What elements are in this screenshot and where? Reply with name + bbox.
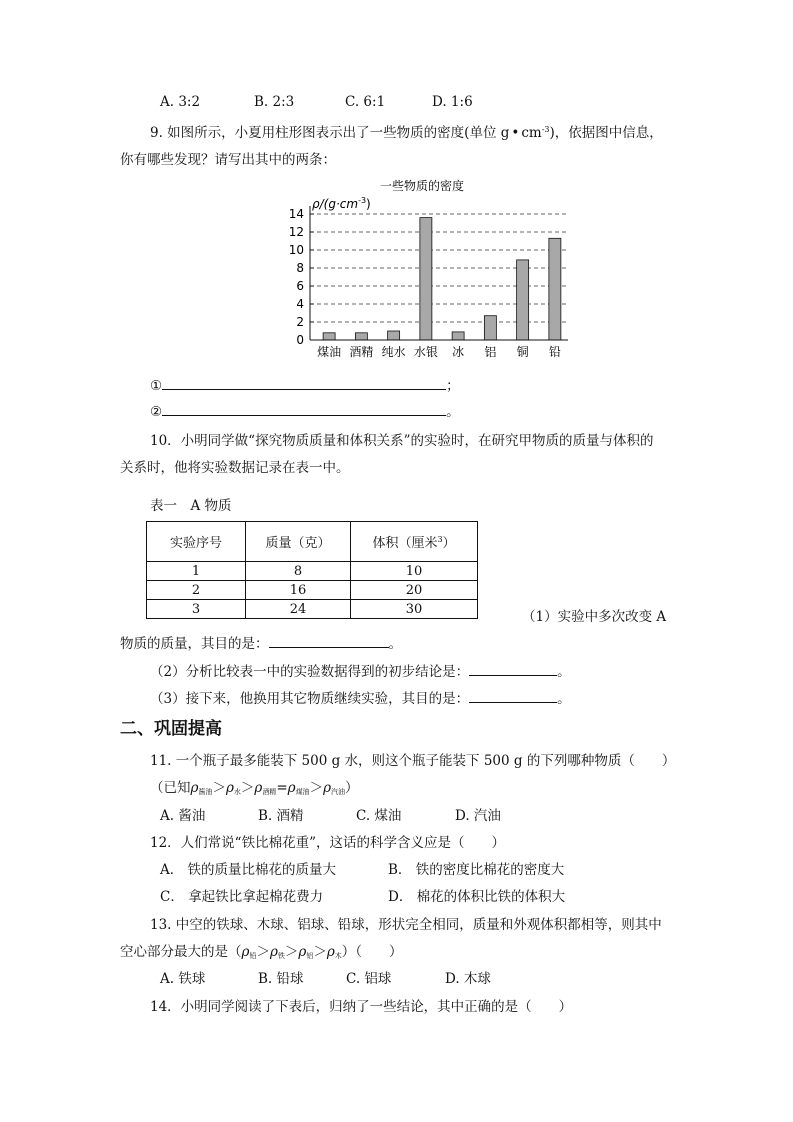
table-row xyxy=(147,581,478,600)
q9-stem-dot: • xyxy=(511,125,520,141)
q11-option-c: C. 煤油 xyxy=(356,808,402,824)
table-cell: 20 xyxy=(351,581,478,600)
table-row xyxy=(147,600,478,619)
chart-bar xyxy=(517,260,529,340)
q10-part3-end: 。 xyxy=(557,691,571,707)
table-header-sup: 3 xyxy=(437,535,443,544)
q9-stem-text-a: 9. 如图所示，小夏用柱形图表示出了一些物质的密度(单位 g xyxy=(150,125,510,141)
chart-ytick-label: 14 xyxy=(288,207,304,221)
chart-xtick-label: 铜 xyxy=(516,345,529,359)
q10-part2-blank[interactable] xyxy=(469,661,557,676)
rho-symbol: ρ xyxy=(269,944,278,960)
table-cell: 24 xyxy=(246,600,351,619)
chart-bar xyxy=(355,333,367,340)
chart-title: 一些物质的密度 xyxy=(379,179,465,193)
table-cell: 30 xyxy=(351,600,478,619)
table-cell: 8 xyxy=(246,562,351,581)
q11-sub: 煤油 xyxy=(295,788,310,796)
q11-known-pre: （已知 xyxy=(150,780,191,796)
q10-part2 xyxy=(150,660,571,680)
rho-symbol: ρ xyxy=(190,780,199,796)
q12-stem: 12．人们常说“铁比棉花重”，这话的科学含义应是（ ） xyxy=(150,835,505,851)
gt-symbol: ＞ xyxy=(313,944,327,960)
q13-sub: 木 xyxy=(334,952,342,960)
chart-xtick-label: 水银 xyxy=(413,345,438,359)
table-cell: 2 xyxy=(147,581,246,600)
chart-xtick-label: 铝 xyxy=(484,345,497,359)
table-cell: 10 xyxy=(351,562,478,581)
q10-part1-text: 物质的质量，其目的是： xyxy=(120,636,269,652)
q12-option-d: D． 棉花的体积比铁的体积大 xyxy=(388,889,566,905)
table-cell: 16 xyxy=(246,581,351,600)
q9-stem-unit-sup: -3 xyxy=(541,125,550,134)
q10-part1-b xyxy=(120,632,402,652)
q9-blank1-end: ； xyxy=(446,378,460,394)
q11-sub: 酱油 xyxy=(198,788,213,796)
data-table xyxy=(146,521,478,619)
q11-known-post: ） xyxy=(345,780,359,796)
q9-answer-line-2 xyxy=(150,400,460,420)
q13-option-d: D. 木球 xyxy=(445,971,491,987)
q9-stem-unit: cm xyxy=(521,125,542,141)
q10-part2-text: （2）分析比较表一中的实验数据得到的初步结论是： xyxy=(150,664,470,680)
q8-option-a: A. 3:2 xyxy=(160,94,201,110)
q11-sub: 酒精 xyxy=(262,788,277,796)
chart-ylabel-sup: -3 xyxy=(358,196,367,205)
q10-part1-blank[interactable] xyxy=(269,633,389,648)
table-header-row xyxy=(147,522,478,562)
q10-part1-a: （1）实验中多次改变 A xyxy=(522,609,667,625)
table-header-cell: 实验序号 xyxy=(147,522,246,562)
q12-option-b: B． 铁的密度比棉花的密度大 xyxy=(388,862,565,878)
q13-sub: 铁 xyxy=(277,952,285,960)
q10-part3-blank[interactable] xyxy=(469,688,557,703)
gt-symbol: ＞ xyxy=(284,944,299,960)
chart-ylabel xyxy=(312,196,371,211)
q13-line2-post: ）（ ） xyxy=(341,944,403,960)
chart-bar xyxy=(484,316,496,340)
q9-blank1-label: ① xyxy=(150,378,163,394)
rho-symbol: ρ xyxy=(241,944,250,960)
chart-xtick-label: 冰 xyxy=(452,345,465,359)
chart-xtick-label: 酒精 xyxy=(349,345,374,359)
gt-symbol: ＞ xyxy=(212,780,226,796)
table-cell: 1 xyxy=(147,562,246,581)
q13-option-a: A. 铁球 xyxy=(160,971,206,987)
q13-stem-line1: 13. 中空的铁球、木球、铝球、铅球，形状完全相同，质量和外观体积都相等，则其中 xyxy=(150,917,662,933)
chart-ytick-label: 4 xyxy=(296,297,304,311)
gt-symbol: ＞ xyxy=(309,780,324,796)
chart-ytick-label: 2 xyxy=(296,315,304,329)
chart-bar xyxy=(549,238,561,340)
chart-ylabel-end: ) xyxy=(366,197,371,211)
q10-part1-end: 。 xyxy=(388,636,402,652)
table-row xyxy=(147,562,478,581)
eq-symbol: = xyxy=(276,780,288,796)
table-header-text: 体积（厘米 xyxy=(372,536,438,551)
table-header-cell: 质量（克） xyxy=(246,522,351,562)
q10-stem-line1: 10．小明同学做“探究物质质量和体积关系”的实验时，在研究甲物质的质量与体积的 xyxy=(150,433,654,449)
rho-symbol: ρ xyxy=(298,944,307,960)
table-cell: 3 xyxy=(147,600,246,619)
q11-option-b: B. 酒精 xyxy=(258,808,304,824)
q11-sub: 汽油 xyxy=(331,788,345,796)
chart-ytick-label: 6 xyxy=(296,279,304,293)
q9-blank2-end: 。 xyxy=(446,404,460,420)
q11-option-d: D. 汽油 xyxy=(455,808,501,824)
q14-stem: 14．小明同学阅读了下表后，归纳了一些结论，其中正确的是（ ） xyxy=(150,999,573,1015)
q13-line2-pre: 空心部分最大的是（ xyxy=(120,944,242,960)
rho-symbol: ρ xyxy=(225,780,234,796)
chart-ytick-label: 8 xyxy=(296,261,304,275)
chart-xtick-label: 铅 xyxy=(548,345,561,359)
section-heading: 二、巩固提高 xyxy=(120,719,222,739)
q10-part2-end: 。 xyxy=(557,664,571,680)
q11-stem: 11. 一个瓶子最多能装下 500 g 水，则这个瓶子能装下 500 g 的下列哪种物质（ ） xyxy=(150,753,676,769)
q9-stem-line2: 你有哪些发现？请写出其中的两条： xyxy=(120,152,336,168)
table-header-cell xyxy=(351,522,478,562)
chart-bar xyxy=(388,331,400,340)
q11-option-a: A. 酱油 xyxy=(160,808,206,824)
chart-xtick-label: 煤油 xyxy=(317,345,342,359)
q9-stem-line1 xyxy=(150,121,663,141)
table-caption: 表一 A 物质 xyxy=(150,498,232,514)
rho-symbol: ρ xyxy=(323,780,331,796)
q11-sub: 水 xyxy=(233,788,241,796)
chart-bar xyxy=(323,333,335,340)
chart-xtick-label: 纯水 xyxy=(381,345,406,359)
chart-ytick-label: 0 xyxy=(296,333,304,347)
gt-symbol: ＞ xyxy=(240,780,255,796)
q10-stem-line2: 关系时，他将实验数据记录在表一中。 xyxy=(120,460,350,476)
q13-option-c: C. 铝球 xyxy=(346,971,392,987)
chart-bar xyxy=(420,218,432,340)
chart-ylabel-main: ρ/(g·cm xyxy=(312,197,359,211)
chart-ytick-label: 10 xyxy=(288,243,304,257)
density-bar-chart xyxy=(280,178,580,358)
chart-bar xyxy=(452,332,464,340)
q8-option-b: B. 2:3 xyxy=(254,94,295,110)
q9-blank2-label: ② xyxy=(150,404,163,420)
q10-part3-text: （3）接下来，他换用其它物质继续实验，其目的是： xyxy=(150,691,470,707)
q9-blank1[interactable] xyxy=(162,375,446,390)
q13-sub: 铝 xyxy=(306,952,314,960)
rho-symbol: ρ xyxy=(287,780,296,796)
q9-stem-text-c: )，依据图中信息， xyxy=(549,125,663,141)
q12-option-a: A． 铁的质量比棉花的质量大 xyxy=(160,862,337,878)
q9-answer-line-1 xyxy=(150,374,460,394)
q13-option-b: B. 铅球 xyxy=(258,971,304,987)
q8-option-d: D. 1:6 xyxy=(432,94,473,110)
q13-sub: 铅 xyxy=(249,952,257,960)
chart-ytick-label: 12 xyxy=(288,225,304,239)
rho-symbol: ρ xyxy=(326,944,335,960)
rho-symbol: ρ xyxy=(254,780,263,796)
table-header-text: ） xyxy=(442,536,456,551)
q8-option-c: C. 6:1 xyxy=(345,94,386,110)
q10-part3 xyxy=(150,687,571,707)
q13-stem-line2 xyxy=(120,940,403,961)
q9-blank2[interactable] xyxy=(162,401,446,416)
q11-known xyxy=(150,776,359,797)
q12-option-c: C． 拿起铁比拿起棉花费力 xyxy=(160,889,324,905)
gt-symbol: ＞ xyxy=(256,944,270,960)
